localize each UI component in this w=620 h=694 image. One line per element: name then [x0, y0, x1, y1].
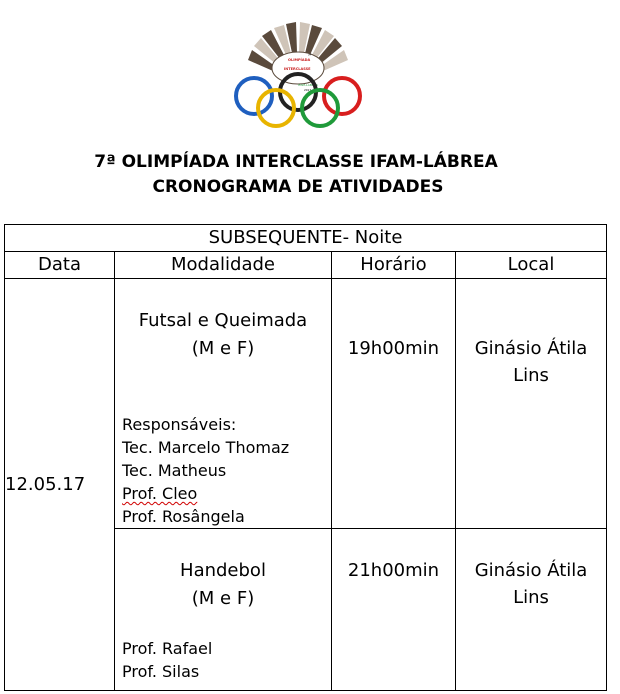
logo-tiny-text: IFAM-LÁBREA [298, 83, 318, 87]
time-value: 19h00min [347, 338, 440, 359]
olympic-rings-feather-logo [228, 20, 368, 130]
responsible-person: Prof. Silas [122, 662, 200, 681]
date-cell: 12.05.17 [5, 279, 115, 691]
responsible-person: Prof. Rafael [122, 639, 213, 658]
responsible-person: Prof. Rosângela [122, 507, 245, 526]
modality-cell [115, 279, 332, 529]
modality-category: (M e F) [191, 588, 255, 609]
header-row [5, 252, 607, 279]
group-label: SUBSEQUENTE- Noite [5, 225, 607, 252]
responsible-person-name: Prof. Cleo [122, 484, 198, 503]
local-name: Ginásio Átila [474, 560, 588, 581]
header-modality: Modalidade [115, 252, 332, 279]
modality-category: (M e F) [191, 338, 255, 359]
local-name: Ginásio Átila [474, 338, 588, 359]
local-name-cont: Lins [513, 587, 549, 608]
schedule-table [4, 224, 607, 691]
header-local: Local [456, 252, 607, 279]
logo-tiny-text: INTERCLASSE [284, 67, 311, 71]
header-time: Horário [332, 252, 456, 279]
local-cell [456, 279, 607, 529]
logo-tiny-text: OLIMPÍADA [288, 58, 311, 62]
responsible-person [122, 482, 331, 505]
time-cell [332, 529, 456, 691]
time-value: 21h00min [347, 560, 440, 581]
logo-tiny-text: 7ª [308, 53, 312, 57]
responsible-label: Responsáveis: [122, 415, 237, 434]
group-row [5, 225, 607, 252]
document-title: 7ª OLIMPÍADA INTERCLASSE IFAM-LÁBREA [94, 152, 498, 172]
responsible-person: Tec. Marcelo Thomaz [122, 438, 290, 457]
modality-name: Handebol [180, 560, 266, 581]
modality-name: Futsal e Queimada [138, 310, 308, 331]
responsible-person: Tec. Matheus [122, 461, 227, 480]
table-row [5, 279, 607, 529]
document-subtitle: CRONOGRAMA DE ATIVIDADES [152, 177, 444, 197]
logo-tiny-text: 2017 [304, 88, 312, 92]
local-cell [456, 529, 607, 691]
header-date: Data [5, 252, 115, 279]
time-cell [332, 279, 456, 529]
local-name-cont: Lins [513, 365, 549, 386]
modality-cell [115, 529, 332, 691]
